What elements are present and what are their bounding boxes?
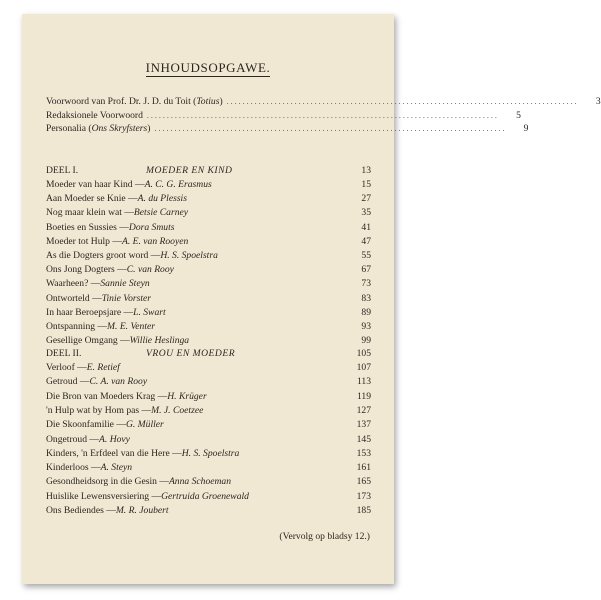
entry-author: G. Müller [125, 419, 164, 431]
page-number: 153 [356, 447, 371, 459]
entry-title: Nog maar klein wat — [46, 207, 134, 219]
continued-note: (Vervolg op bladsy 12.) [279, 531, 370, 542]
entry-title: Ontworteld — [46, 292, 102, 304]
toc-entry [46, 475, 371, 488]
toc-entry [46, 122, 529, 135]
entry-title: Die Bron van Moeders Krag — [46, 390, 168, 402]
entry-title: ) [147, 123, 151, 134]
page-number: 127 [356, 404, 371, 416]
toc-entry [46, 461, 371, 474]
entry-author: A. Hovy [99, 433, 130, 445]
page-number: 185 [356, 505, 371, 516]
page-number: 9 [523, 123, 529, 134]
toc-entry [46, 504, 371, 517]
entry-title: ) [219, 96, 223, 107]
toc-entry [46, 292, 371, 305]
entry-title: Verloof — [46, 362, 87, 373]
entry-author: Willie Heslinga [129, 335, 190, 347]
entry-title: Ons Jong Dogters — [46, 264, 127, 276]
entry-author: Betsie Carney [133, 207, 189, 219]
entry-title: Kinderloos — [46, 462, 101, 474]
toc-entry [46, 95, 601, 108]
entry-title: Waarheen? — [46, 278, 101, 290]
toc-entry [46, 235, 371, 248]
entry-author: M. R. Joubert [115, 505, 169, 516]
toc-entry [46, 306, 371, 319]
toc-entry [46, 404, 371, 417]
entry-title: Ons Bediendes — [46, 505, 116, 516]
page-number: 41 [361, 221, 371, 233]
dot-leader: ........................................................................................ [154, 124, 507, 133]
page-title: INHOUDSOPGAWE. [145, 60, 271, 75]
entry-title: Moeder van haar Kind — [46, 179, 145, 190]
entry-title: As die Dogters groot word — [46, 250, 161, 261]
toc-entry [46, 418, 371, 431]
entry-title: Voorwoord van Prof. Dr. J. D. du Toit ( [46, 96, 197, 107]
book-page [22, 14, 601, 584]
toc-entry [46, 375, 371, 388]
dot-leader: ........................................................................................ [146, 110, 499, 120]
page-number: 119 [356, 390, 371, 402]
page-number: 89 [361, 306, 371, 318]
entry-author: H. S. Spoelstra [160, 250, 218, 261]
entry-author: Anna Schoeman [168, 476, 232, 488]
entry-title: Gesondheidsorg in die Gesin — [46, 476, 169, 488]
toc-entry [46, 221, 371, 234]
toc-entry [46, 206, 371, 219]
toc-entry [46, 447, 371, 460]
entry-author: C. van Rooy [126, 264, 174, 276]
page-number: 15 [361, 179, 371, 190]
page-number: 93 [361, 321, 371, 332]
entry-title: Ongetroud — [46, 433, 100, 445]
entry-title: Aan Moeder se Knie — [46, 193, 138, 205]
entry-title: 'n Hulp wat by Hom pas — [46, 404, 152, 416]
page-number: 107 [356, 362, 371, 373]
entry-author: A. C. G. Erasmus [144, 179, 212, 190]
entry-author: Gertruida Groenewald [161, 490, 249, 502]
page-number: 113 [356, 376, 371, 388]
section-heading-deel-1 [46, 164, 371, 177]
toc-entry [46, 109, 521, 122]
entry-title: Redaksionele Voorwoord [46, 109, 143, 121]
toc-entry [46, 433, 371, 446]
toc-entry [46, 178, 371, 191]
toc-entry [46, 249, 371, 262]
entry-author: Ons Skryfsters [91, 123, 148, 134]
entry-author: C. A. van Rooy [89, 376, 148, 388]
toc-entry [46, 334, 371, 347]
page-number: 47 [361, 235, 371, 247]
page-number: 27 [361, 193, 371, 205]
entry-author: Dora Smuts [128, 221, 175, 233]
entry-author: A. du Plessis [137, 193, 187, 205]
entry-author: M. E. Venter [107, 321, 155, 332]
page-number: 13 [361, 165, 371, 176]
entry-author: E. Retief [86, 362, 120, 373]
entry-author: H. S. Spoelstra [181, 447, 240, 459]
entry-author: Sannie Steyn [100, 278, 150, 290]
entry-author: Tinie Vorster [101, 292, 152, 304]
entry-title: Boeties en Sussies — [46, 221, 129, 233]
page-number: 173 [356, 490, 371, 502]
entry-author: M. J. Coetzee [151, 404, 204, 416]
section-heading-deel-2 [46, 347, 371, 360]
toc-entry [46, 390, 371, 403]
toc-entry [46, 192, 371, 205]
page-number: 145 [356, 433, 371, 445]
section-label: DEEL II. [46, 348, 82, 359]
entry-title: Ontspanning — [46, 321, 108, 332]
page-number: 3 [595, 96, 601, 107]
entry-title: Huislike Lewensversiering — [46, 490, 162, 502]
section-label: DEEL I. [46, 165, 79, 176]
page-number: 35 [361, 207, 371, 219]
entry-title: Getroud — [46, 376, 90, 388]
page-number: 165 [356, 476, 371, 488]
toc-entry [46, 490, 371, 503]
page-number: 5 [516, 109, 521, 121]
entry-author: A. Steyn [100, 462, 133, 474]
toc-entry [46, 277, 371, 290]
section-title: MOEDER EN KIND [146, 165, 233, 176]
entry-title: Moeder tot Hulp — [46, 235, 122, 247]
entry-author: L. Swart [133, 306, 166, 318]
dot-leader: ........................................................................................ [226, 97, 579, 106]
section-title: VROU EN MOEDER [146, 348, 236, 359]
page-number: 83 [361, 292, 371, 304]
entry-author: H. Krüger [167, 390, 207, 402]
page-number: 161 [356, 462, 371, 474]
toc-entry [46, 361, 371, 374]
page-number: 55 [361, 250, 371, 261]
toc-entry [46, 263, 371, 276]
entry-author: Totius [196, 96, 220, 107]
entry-title: In haar Beroepsjare — [46, 306, 134, 318]
entry-title: Kinders, 'n Erfdeel van die Here — [46, 447, 182, 459]
entry-title: Personalia ( [46, 123, 92, 134]
toc-entry [46, 320, 371, 333]
entry-author: A. E. van Rooyen [121, 235, 189, 247]
page-number: 105 [356, 348, 371, 359]
page-number: 67 [361, 264, 371, 276]
page-number: 137 [356, 419, 371, 431]
entry-title: Gesellige Omgang — [46, 335, 130, 347]
entry-title: Die Skoonfamilie — [46, 419, 126, 431]
page-number: 73 [361, 278, 371, 290]
page-number: 99 [361, 335, 371, 347]
